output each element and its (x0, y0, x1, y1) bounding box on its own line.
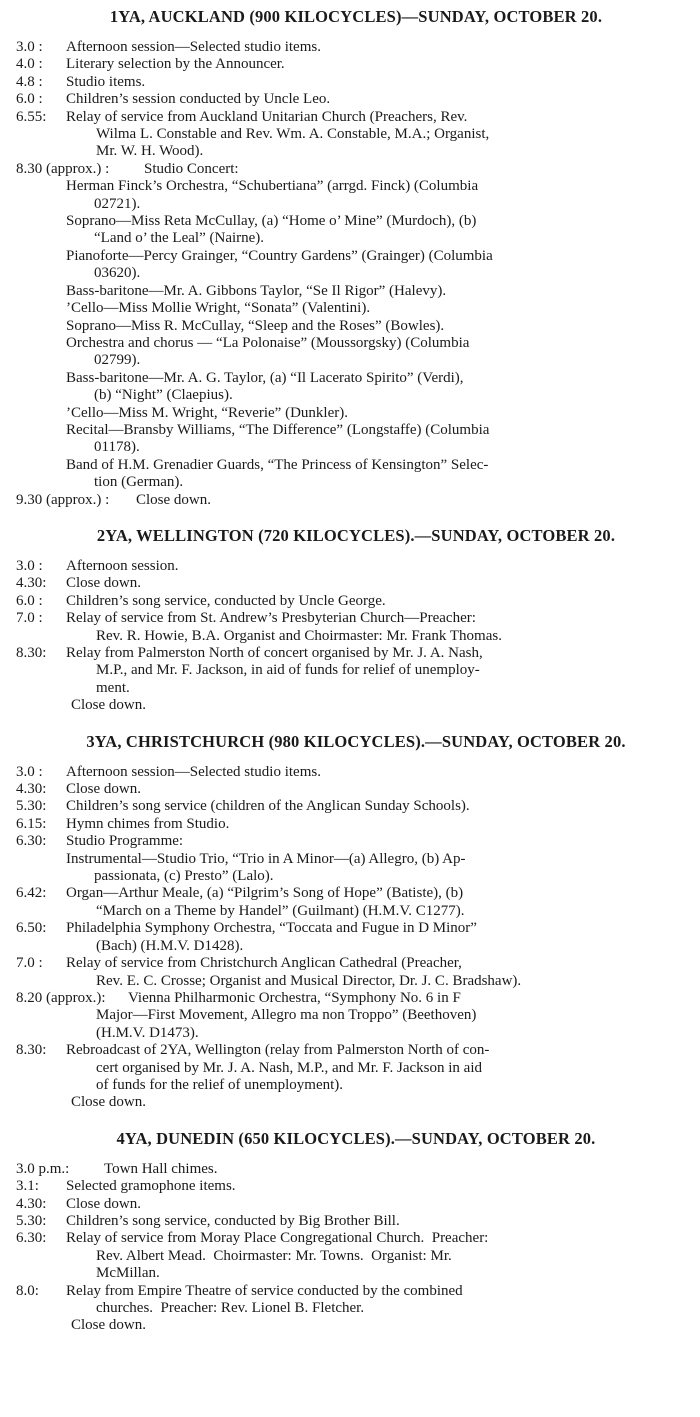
programme-text: Hymn chimes from Studio. (66, 815, 230, 832)
programme-entry (16, 645, 686, 697)
programme-entry (16, 798, 686, 815)
programme-text: McMillan. (96, 1265, 160, 1282)
programme-time: 4.30: (16, 1195, 47, 1212)
programme-time: 6.30: (16, 1230, 47, 1247)
programme-entry (16, 833, 686, 850)
concert-item-text: “Land o’ the Leal” (Nairne). (94, 230, 265, 247)
programme-time: 6.15: (16, 815, 47, 832)
programme-text: Vienna Philharmonic Orchestra, “Symphony No. 6 in F (128, 989, 461, 1006)
concert-item (16, 457, 686, 492)
concert-item-text: Soprano—Miss Reta McCullay, (a) “Home o’ Mine” (Murdoch), (b) (66, 213, 477, 230)
programme-text: Afternoon session. (66, 557, 179, 574)
programme-text: (H.M.V. D1473). (96, 1024, 199, 1041)
programme-text: Rev. E. C. Crosse; Organist and Musical Director, Dr. J. C. Bradshaw). (96, 972, 522, 989)
programme-time: 6.30: (16, 833, 47, 850)
programme-time: 8.30: (16, 645, 47, 661)
programme-entry (16, 39, 686, 56)
programme-entry (16, 1161, 686, 1178)
programme-text: Wilma L. Constable and Rev. Wm. A. Constable, M.A.; Organist, (96, 126, 490, 143)
concert-item-text: 03620). (94, 265, 141, 282)
programme-text: Major—First Movement, Allegro ma non Troppo” (Beethoven) (96, 1007, 477, 1024)
programme-text: Close down. (66, 781, 141, 798)
programme-entry (16, 91, 686, 108)
programme-time: 7.0 : (16, 610, 43, 627)
programme-text: Studio Concert: (144, 160, 239, 177)
programme-entry (16, 593, 686, 610)
programme-time: 7.0 : (16, 955, 43, 972)
concert-item (16, 851, 686, 886)
concert-item-text: Band of H.M. Grenadier Guards, “The Princess of Kensington” Selec- (66, 456, 489, 473)
programme-text: M.P., and Mr. F. Jackson, in aid of funds for relief of unemploy- (96, 662, 480, 679)
programme-entry (16, 74, 686, 91)
programme-time: 3.0 : (16, 763, 43, 780)
programme-time: 6.50: (16, 920, 47, 937)
programme-time: 6.0 : (16, 91, 43, 108)
programme-time: 6.0 : (16, 592, 43, 609)
concert-item (16, 283, 686, 300)
concert-item (16, 213, 686, 248)
programme-text: Relay of service from Moray Place Congregational Church. Preacher: (66, 1230, 489, 1247)
concert-item (16, 405, 686, 422)
programme-text: “March on a Theme by Handel” (Guilmant) (H.M.V. C1277). (96, 902, 465, 919)
station-1ya-auckland (16, 6, 686, 509)
concert-item-text: 02721). (94, 195, 141, 212)
concert-item-text: Instrumental—Studio Trio, “Trio in A Minor—(a) Allegro, (b) Ap- (66, 850, 466, 867)
station-header: 3YA, CHRISTCHURCH (980 KILOCYCLES).—SUNDAY, OCTOBER 20. (86, 731, 626, 751)
programme-text: Relay from Empire Theatre of service conducted by the combined (66, 1282, 463, 1299)
close-down-text: Close down. (71, 697, 146, 714)
programme-text: Afternoon session—Selected studio items. (66, 39, 321, 55)
programme-text: Relay of service from Auckland Unitarian Church (Preachers, Rev. (66, 108, 468, 125)
programme-text: churches. Preacher: Rev. Lionel B. Fletcher. (96, 1300, 365, 1316)
concert-item-text: ’Cello—Miss M. Wright, “Reverie” (Dunkler). (66, 404, 348, 421)
station-header: 2YA, WELLINGTON (720 KILOCYCLES).—SUNDAY, OCTOBER 20. (96, 525, 616, 545)
concert-item-text: tion (German). (94, 474, 184, 491)
programme-time: 4.0 : (16, 56, 43, 73)
station-4ya-dunedin (16, 1128, 686, 1335)
programme-text: Relay of service from Christchurch Anglican Cathedral (Preacher, (66, 955, 462, 972)
concert-item-text: Soprano—Miss R. McCullay, “Sleep and the Roses” (Bowles). (66, 317, 445, 334)
programme-text: Rev. Albert Mead. Choirmaster: Mr. Towns. Organist: Mr. (96, 1247, 452, 1264)
programme-text: Studio items. (66, 73, 146, 90)
concert-item-text: ’Cello—Miss Mollie Wright, “Sonata” (Valentini). (66, 300, 371, 317)
programme-text: Studio Programme: (66, 833, 184, 850)
programme-entry (16, 781, 686, 798)
programme-text: Town Hall chimes. (104, 1160, 218, 1177)
programme-time: 4.30: (16, 575, 47, 592)
programme-text: Relay from Palmerston North of concert organised by Mr. J. A. Nash, (66, 645, 483, 661)
programme-entry (16, 558, 686, 575)
concert-item-text: Recital—Bransby Williams, “The Difference” (Longstaffe) (Columbia (66, 421, 490, 438)
concert-item-text: Pianoforte—Percy Grainger, “Country Gardens” (Grainger) (Columbia (66, 247, 493, 264)
programme-text: Mr. W. H. Wood). (96, 143, 204, 160)
programme-text: Close down. (66, 1195, 141, 1212)
programme-text: Relay of service from St. Andrew’s Presbyterian Church—Preacher: (66, 610, 476, 627)
programme-entry (16, 492, 686, 509)
programme-time: 8.0: (16, 1282, 39, 1299)
concert-item (16, 335, 686, 370)
concert-item (16, 178, 686, 213)
programme-entry (16, 764, 686, 781)
programme-text: Close down. (136, 491, 211, 508)
programme-time: 4.8 : (16, 73, 43, 90)
station-3ya-christchurch (16, 731, 686, 1112)
programme-time: 9.30 (approx.) : (16, 491, 110, 508)
programme-text: of funds for the relief of unemployment). (96, 1076, 344, 1093)
programme-text: Children’s song service (children of the Anglican Sunday Schools). (66, 798, 470, 815)
concert-item-text: (b) “Night” (Claepius). (94, 387, 233, 404)
concert-item (16, 300, 686, 317)
programme-time: 8.20 (approx.): (16, 989, 106, 1006)
programme-entry (16, 1230, 686, 1282)
concert-item-text: Bass-baritone—Mr. A. Gibbons Taylor, “Se Il Rigor” (Halevy). (66, 282, 447, 299)
programme-time: 3.0 p.m.: (16, 1160, 70, 1177)
programme-entry (16, 1042, 686, 1094)
close-down-text: Close down. (71, 1094, 146, 1111)
concert-item-text: passionata, (c) Presto” (Lalo). (94, 868, 274, 885)
close-down-text: Close down. (71, 1317, 146, 1334)
programme-entry (16, 1283, 686, 1318)
programme-entry (16, 56, 686, 73)
programme-text: Close down. (66, 575, 141, 592)
programme-entry (16, 885, 686, 920)
programme-time: 3.1: (16, 1178, 39, 1195)
programme-time: 6.42: (16, 885, 47, 902)
programme-entry (16, 161, 686, 178)
programme-text: Philadelphia Symphony Orchestra, “Toccata and Fugue in D Minor” (66, 920, 477, 937)
programme-text: Rebroadcast of 2YA, Wellington (relay from Palmerston North of con- (66, 1042, 490, 1059)
concert-item-text: 02799). (94, 352, 141, 369)
programme-time: 6.55: (16, 108, 47, 125)
programme-entry (16, 1213, 686, 1230)
programme-entry (16, 990, 686, 1042)
programme-text: (Bach) (H.M.V. D1428). (96, 937, 244, 954)
programme-text: Organ—Arthur Meale, (a) “Pilgrim’s Song of Hope” (Batiste), (b) (66, 885, 464, 902)
concert-item (16, 370, 686, 405)
concert-item-text: 01178). (94, 439, 140, 456)
station-header: 1YA, AUCKLAND (900 KILOCYCLES)—SUNDAY, OCTOBER 20. (109, 7, 603, 26)
concert-item-text: Bass-baritone—Mr. A. G. Taylor, (a) “Il Lacerato Spirito” (Verdi), (66, 369, 464, 386)
concert-item-text: Orchestra and chorus — “La Polonaise” (Moussorgsky) (Columbia (66, 334, 470, 351)
programme-time: 4.30: (16, 781, 47, 798)
programme-text: ment. (96, 679, 130, 696)
programme-text: Selected gramophone items. (66, 1178, 236, 1195)
programme-text: Children’s session conducted by Uncle Leo. (66, 91, 331, 108)
programme-text: Literary selection by the Announcer. (66, 56, 285, 73)
programme-text: Children’s song service, conducted by Big Brother Bill. (66, 1212, 400, 1229)
programme-time: 3.0 : (16, 39, 43, 55)
programme-entry (16, 610, 686, 645)
programme-entry (16, 575, 686, 592)
programme-time: 8.30 (approx.) : (16, 160, 110, 177)
concert-item-text: Herman Finck’s Orchestra, “Schubertiana” (arrgd. Finck) (Columbia (66, 178, 479, 195)
concert-item (16, 318, 686, 335)
programme-text: Rev. R. Howie, B.A. Organist and Choirmaster: Mr. Frank Thomas. (96, 627, 502, 644)
programme-text: Children’s song service, conducted by Uncle George. (66, 592, 386, 609)
programme-time: 3.0 : (16, 557, 43, 574)
programme-entry (16, 816, 686, 833)
station-2ya-wellington (16, 525, 686, 715)
programme-entry (16, 1196, 686, 1213)
programme-time: 8.30: (16, 1042, 47, 1059)
programme-text: cert organised by Mr. J. A. Nash, M.P., and Mr. F. Jackson in aid (96, 1059, 483, 1076)
concert-item (16, 248, 686, 283)
programme-time: 5.30: (16, 798, 47, 815)
programme-time: 5.30: (16, 1212, 47, 1229)
concert-item (16, 422, 686, 457)
programme-entry (16, 920, 686, 955)
programme-text: Afternoon session—Selected studio items. (66, 763, 321, 780)
station-header: 4YA, DUNEDIN (650 KILOCYCLES).—SUNDAY, OCTOBER 20. (116, 1128, 596, 1148)
programme-entry (16, 109, 686, 161)
programme-entry (16, 955, 686, 990)
programme-entry (16, 1178, 686, 1195)
